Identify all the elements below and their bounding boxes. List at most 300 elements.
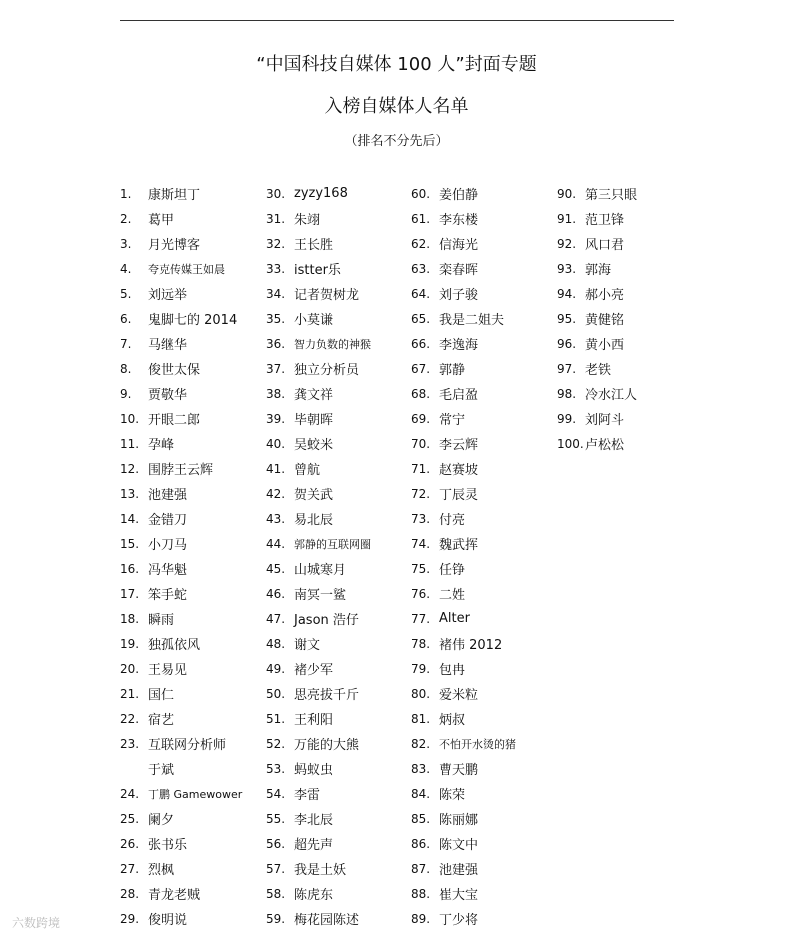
list-item-name: 不怕开水烫的猪 — [439, 737, 516, 751]
list-item — [411, 456, 516, 481]
list-item — [266, 206, 371, 231]
list-item-name: 二姓 — [439, 588, 466, 603]
list-item — [120, 806, 242, 831]
list-item-name: 刘阿斗 — [585, 413, 625, 428]
list-item-number: 87. — [411, 861, 431, 876]
list-item-name: 信海光 — [439, 238, 479, 253]
list-item — [557, 231, 637, 256]
list-item — [411, 731, 516, 756]
list-item-name: 丁鹏 Gamewower — [148, 787, 243, 801]
list-item — [120, 581, 242, 606]
list-item-name: 李东楼 — [439, 213, 479, 228]
list-item-number: 55. — [266, 811, 286, 826]
list-item-number: 99. — [557, 411, 577, 426]
list-item-name: 思亮拔千斤 — [294, 688, 360, 703]
list-item-number: 91. — [557, 211, 577, 226]
list-item — [266, 606, 371, 631]
list-item-number: 41. — [266, 461, 286, 476]
list-item — [120, 506, 242, 531]
list-item-name: 风口君 — [585, 238, 625, 253]
list-item-number: 95. — [557, 311, 577, 326]
list-item-name: 陈丽娜 — [439, 813, 479, 828]
list-column-2 — [266, 181, 371, 931]
list-item — [120, 681, 242, 706]
list-item-name: 葛甲 — [148, 213, 175, 228]
list-item-name: 夸克传媒王如晨 — [148, 262, 225, 276]
list-item — [557, 181, 637, 206]
list-item-name: 郭海 — [585, 263, 612, 278]
list-item-number: 93. — [557, 261, 577, 276]
list-item — [266, 181, 371, 206]
list-item-number: 19. — [120, 636, 140, 651]
list-item-number: 53. — [266, 761, 286, 776]
list-item-number: 92. — [557, 236, 577, 251]
list-item-number: 48. — [266, 636, 286, 651]
list-item — [411, 756, 516, 781]
list-item-name: 青龙老贼 — [148, 888, 201, 903]
list-item-number: 68. — [411, 386, 431, 401]
list-item — [120, 881, 242, 906]
list-item-number: 28. — [120, 886, 140, 901]
list-item — [266, 381, 371, 406]
list-item — [411, 806, 516, 831]
list-item — [120, 306, 242, 331]
list-item-name: 李云辉 — [439, 438, 479, 453]
list-item-name: 褚少军 — [294, 663, 334, 678]
list-item — [266, 631, 371, 656]
list-item-name: Alter — [439, 611, 470, 626]
list-item — [266, 331, 371, 356]
list-item — [266, 431, 371, 456]
list-item-number: 34. — [266, 286, 286, 301]
list-item — [411, 706, 516, 731]
list-item — [411, 281, 516, 306]
list-item — [266, 756, 371, 781]
list-item-name: 我是土妖 — [294, 863, 347, 878]
list-item-number: 62. — [411, 236, 431, 251]
list-item — [120, 481, 242, 506]
list-item-name: 魏武挥 — [439, 538, 479, 553]
list-item-number: 63. — [411, 261, 431, 276]
list-item-number: 98. — [557, 386, 577, 401]
list-item — [557, 206, 637, 231]
list-item-number: 64. — [411, 286, 431, 301]
list-item-number: 45. — [266, 561, 286, 576]
list-item — [266, 456, 371, 481]
list-item — [557, 356, 637, 381]
list-item — [411, 231, 516, 256]
list-item-name: 卢松松 — [585, 438, 625, 453]
list-item — [266, 706, 371, 731]
list-item-number: 35. — [266, 311, 286, 326]
list-item-name: 池建强 — [148, 488, 188, 503]
list-item-number: 16. — [120, 561, 140, 576]
list-item-name: 山城寒月 — [294, 563, 347, 578]
list-item-number: 29. — [120, 911, 140, 926]
list-item-name: 王利阳 — [294, 713, 334, 728]
list-column-4 — [557, 181, 637, 456]
list-item-name: Jason 浩仔 — [294, 613, 359, 628]
list-item-number: 30. — [266, 186, 286, 201]
list-item — [120, 531, 242, 556]
list-item — [266, 481, 371, 506]
list-item — [266, 256, 371, 281]
list-item-number: 2. — [120, 211, 132, 226]
list-item-name: 于斌 — [148, 763, 175, 778]
list-item — [411, 831, 516, 856]
list-item-number: 36. — [266, 336, 286, 351]
list-item-number: 60. — [411, 186, 431, 201]
list-item — [120, 606, 242, 631]
list-item — [266, 806, 371, 831]
list-item-name: 第三只眼 — [585, 188, 638, 203]
list-item-name: 贺关武 — [294, 488, 334, 503]
list-item-name: 冷水江人 — [585, 388, 638, 403]
list-item — [266, 506, 371, 531]
list-item-number: 6. — [120, 311, 132, 326]
list-item — [411, 656, 516, 681]
list-item-number: 85. — [411, 811, 431, 826]
list-item-name: 烈枫 — [148, 863, 175, 878]
list-item-name: 万能的大熊 — [294, 738, 360, 753]
list-item-number: 89. — [411, 911, 431, 926]
list-item — [266, 781, 371, 806]
watermark: 六数跨境 — [12, 916, 61, 930]
list-item-name: 王易见 — [148, 663, 188, 678]
list-item-number: 70. — [411, 436, 431, 451]
list-item — [120, 831, 242, 856]
list-item-number: 5. — [120, 286, 132, 301]
list-item-name: 记者贺树龙 — [294, 288, 360, 303]
list-item — [411, 881, 516, 906]
list-item — [266, 831, 371, 856]
list-item — [120, 231, 242, 256]
list-item — [120, 756, 242, 781]
list-item-name: 贾敬华 — [148, 388, 188, 403]
list-item — [120, 556, 242, 581]
list-item-name: 瞬雨 — [148, 613, 175, 628]
list-item-number: 32. — [266, 236, 286, 251]
list-item-number: 22. — [120, 711, 140, 726]
list-item-name: 毕朝晖 — [294, 413, 334, 428]
list-item — [411, 206, 516, 231]
list-item — [411, 481, 516, 506]
list-item-number: 83. — [411, 761, 431, 776]
top-rule — [120, 20, 674, 21]
list-item-number: 80. — [411, 686, 431, 701]
list-item-number: 65. — [411, 311, 431, 326]
list-item-number: 37. — [266, 361, 286, 376]
list-item-name: 围脖王云辉 — [148, 463, 214, 478]
list-item — [120, 406, 242, 431]
list-column-3 — [411, 181, 516, 931]
list-item-name: 独立分析员 — [294, 363, 360, 378]
list-item-name: 丁辰灵 — [439, 488, 479, 503]
list-item-name: 朱翊 — [294, 213, 321, 228]
list-item-number: 86. — [411, 836, 431, 851]
list-item-number: 67. — [411, 361, 431, 376]
list-item-name: zyzy168 — [294, 186, 348, 201]
list-item-name: 范卫锋 — [585, 213, 625, 228]
list-item — [411, 781, 516, 806]
list-item-number: 50. — [266, 686, 286, 701]
list-item-number: 9. — [120, 386, 132, 401]
list-item-number: 26. — [120, 836, 140, 851]
list-item-name: 赵赛坡 — [439, 463, 479, 478]
list-item-number: 8. — [120, 361, 132, 376]
list-item-name: 王长胜 — [294, 238, 334, 253]
list-item-number: 73. — [411, 511, 431, 526]
list-item-name: 刘远举 — [148, 288, 188, 303]
list-item-number: 40. — [266, 436, 286, 451]
list-item — [120, 456, 242, 481]
list-item-number: 15. — [120, 536, 140, 551]
list-item-name: 梅花园陈述 — [294, 913, 360, 928]
list-item — [411, 181, 516, 206]
list-item-name: 宿艺 — [148, 713, 175, 728]
list-item — [120, 206, 242, 231]
list-item-number: 4. — [120, 261, 132, 276]
list-item-name: 陈虎东 — [294, 888, 334, 903]
list-item-name: 陈文中 — [439, 838, 479, 853]
list-item — [557, 431, 637, 456]
list-item-name: 国仁 — [148, 688, 175, 703]
list-item-number: 7. — [120, 336, 132, 351]
list-item-number: 25. — [120, 811, 140, 826]
list-item-name: istter乐 — [294, 263, 341, 278]
list-item — [411, 406, 516, 431]
list-item — [120, 731, 242, 756]
list-item — [120, 381, 242, 406]
list-item-number: 21. — [120, 686, 140, 701]
list-item — [120, 256, 242, 281]
list-item-number: 78. — [411, 636, 431, 651]
list-item — [411, 256, 516, 281]
list-item — [266, 281, 371, 306]
list-item-number: 100. — [557, 436, 584, 451]
list-item — [120, 906, 242, 931]
list-item — [411, 856, 516, 881]
list-item-name: 龚文祥 — [294, 388, 334, 403]
list-item-name: 开眼二郎 — [148, 413, 201, 428]
list-item-number: 24. — [120, 786, 140, 801]
list-item-name: 毛启盈 — [439, 388, 479, 403]
list-item-number: 49. — [266, 661, 286, 676]
page-note: （排名不分先后） — [344, 134, 449, 149]
list-item-name: 蚂蚁虫 — [294, 763, 334, 778]
list-item-number: 88. — [411, 886, 431, 901]
list-item-name: 栾春晖 — [439, 263, 479, 278]
list-item-number: 84. — [411, 786, 431, 801]
list-item-number: 58. — [266, 886, 286, 901]
list-item-number: 52. — [266, 736, 286, 751]
list-item-name: 易北辰 — [294, 513, 334, 528]
list-item-name: 小莫谦 — [294, 313, 334, 328]
list-item — [411, 531, 516, 556]
list-item-name: 爱米粒 — [439, 688, 479, 703]
list-item — [120, 181, 242, 206]
list-item — [120, 856, 242, 881]
list-item-name: 常宁 — [439, 413, 466, 428]
list-item — [266, 681, 371, 706]
list-item — [266, 406, 371, 431]
list-item — [120, 631, 242, 656]
list-item-name: 金错刀 — [148, 513, 188, 528]
list-item-name: 李北辰 — [294, 813, 334, 828]
list-item-number: 94. — [557, 286, 577, 301]
list-item-name: 姜伯静 — [439, 188, 479, 203]
list-item-number: 59. — [266, 911, 286, 926]
list-item-name: 池建强 — [439, 863, 479, 878]
list-item-number: 81. — [411, 711, 431, 726]
list-item-name: 炳叔 — [439, 713, 466, 728]
list-item-number: 12. — [120, 461, 140, 476]
list-item — [557, 306, 637, 331]
list-item-number: 11. — [120, 436, 140, 451]
list-item-number: 20. — [120, 661, 140, 676]
list-item — [266, 656, 371, 681]
list-item — [266, 556, 371, 581]
page-title: “中国科技自媒体 100 人”封面专题 — [256, 54, 537, 75]
list-item-name: 黄小西 — [585, 338, 625, 353]
list-item-name: 笨手蛇 — [148, 588, 188, 603]
list-item-name: 俊世太保 — [148, 363, 201, 378]
list-item-number: 3. — [120, 236, 132, 251]
list-item-number: 56. — [266, 836, 286, 851]
list-item-number: 38. — [266, 386, 286, 401]
list-item-name: 智力负数的神猴 — [294, 337, 371, 351]
list-item-number: 13. — [120, 486, 140, 501]
list-item-number: 79. — [411, 661, 431, 676]
list-item-number: 66. — [411, 336, 431, 351]
list-item — [557, 331, 637, 356]
list-item-number: 42. — [266, 486, 286, 501]
list-item — [120, 331, 242, 356]
list-item-name: 月光博客 — [148, 238, 201, 253]
list-item — [411, 431, 516, 456]
list-item-name: 任铮 — [439, 563, 466, 578]
list-item-number: 69. — [411, 411, 431, 426]
list-item-number: 90. — [557, 186, 577, 201]
list-item-name: 康斯坦丁 — [148, 188, 201, 203]
list-item-name: 谢文 — [294, 638, 321, 653]
list-item-name: 小刀马 — [148, 538, 188, 553]
list-item-number: 33. — [266, 261, 286, 276]
list-item-name: 南冥一鲨 — [294, 588, 347, 603]
list-item-name: 李雷 — [294, 788, 321, 803]
list-item — [266, 856, 371, 881]
list-item-name: 阑夕 — [148, 813, 175, 828]
list-item-number: 43. — [266, 511, 286, 526]
list-item-number: 47. — [266, 611, 286, 626]
list-item-name: 褚伟 2012 — [439, 638, 503, 653]
list-item-name: 马继华 — [148, 338, 188, 353]
list-item-name: 包冉 — [439, 663, 466, 678]
list-item — [266, 581, 371, 606]
list-item-name: 独孤依风 — [148, 638, 201, 653]
list-item — [266, 531, 371, 556]
list-item-number: 10. — [120, 411, 140, 426]
list-item — [411, 306, 516, 331]
list-item-name: 李逸海 — [439, 338, 479, 353]
list-item — [120, 431, 242, 456]
list-item — [120, 656, 242, 681]
list-item-number: 77. — [411, 611, 431, 626]
list-item — [411, 631, 516, 656]
list-item-name: 鬼脚七的 2014 — [148, 313, 238, 328]
list-item — [411, 556, 516, 581]
list-item — [120, 706, 242, 731]
list-item — [266, 731, 371, 756]
list-item-number: 51. — [266, 711, 286, 726]
list-item — [120, 281, 242, 306]
list-item-name: 老铁 — [585, 363, 612, 378]
list-item-name: 我是二姐夫 — [439, 313, 505, 328]
list-item-number: 46. — [266, 586, 286, 601]
list-item — [266, 306, 371, 331]
list-item-name: 曾航 — [294, 463, 321, 478]
list-item-number: 72. — [411, 486, 431, 501]
list-item — [411, 381, 516, 406]
list-item-name: 崔大宝 — [439, 888, 479, 903]
page-subtitle: 入榜自媒体人名单 — [324, 96, 469, 117]
list-item-name: 丁少将 — [439, 913, 479, 928]
list-item-number: 54. — [266, 786, 286, 801]
list-item-number: 75. — [411, 561, 431, 576]
list-item-number: 18. — [120, 611, 140, 626]
list-item — [266, 231, 371, 256]
list-item-name: 郭静 — [439, 363, 466, 378]
list-item-number: 27. — [120, 861, 140, 876]
list-item — [557, 381, 637, 406]
list-item — [411, 581, 516, 606]
list-item — [557, 281, 637, 306]
list-item — [411, 606, 516, 631]
list-item — [411, 331, 516, 356]
list-item-number: 17. — [120, 586, 140, 601]
list-item — [411, 681, 516, 706]
list-item-name: 孕峰 — [148, 438, 175, 453]
list-item — [411, 506, 516, 531]
list-column-1 — [120, 181, 242, 931]
list-item-name: 郭静的互联网圈 — [294, 537, 371, 551]
list-item — [557, 406, 637, 431]
list-item-number: 23. — [120, 736, 140, 751]
list-item-number: 61. — [411, 211, 431, 226]
list-item — [120, 781, 242, 806]
list-item-name: 互联网分析师 — [148, 738, 227, 753]
list-item-number: 97. — [557, 361, 577, 376]
list-item-number: 14. — [120, 511, 140, 526]
list-item-name: 俊明说 — [148, 913, 188, 928]
list-item — [266, 881, 371, 906]
list-item-name: 陈荣 — [439, 788, 466, 803]
list-item-name: 吴蛟米 — [294, 438, 334, 453]
list-item-name: 曹天鹏 — [439, 763, 479, 778]
list-item-number: 71. — [411, 461, 431, 476]
list-item-number: 1. — [120, 186, 132, 201]
list-item — [557, 256, 637, 281]
list-item-number: 44. — [266, 536, 286, 551]
list-item-name: 刘子骏 — [439, 288, 479, 303]
list-item — [120, 356, 242, 381]
list-item-name: 张书乐 — [148, 838, 188, 853]
list-item-number: 76. — [411, 586, 431, 601]
list-item-number: 31. — [266, 211, 286, 226]
list-item-name: 郝小亮 — [585, 288, 625, 303]
list-item — [266, 356, 371, 381]
list-item-name: 冯华魁 — [148, 563, 188, 578]
